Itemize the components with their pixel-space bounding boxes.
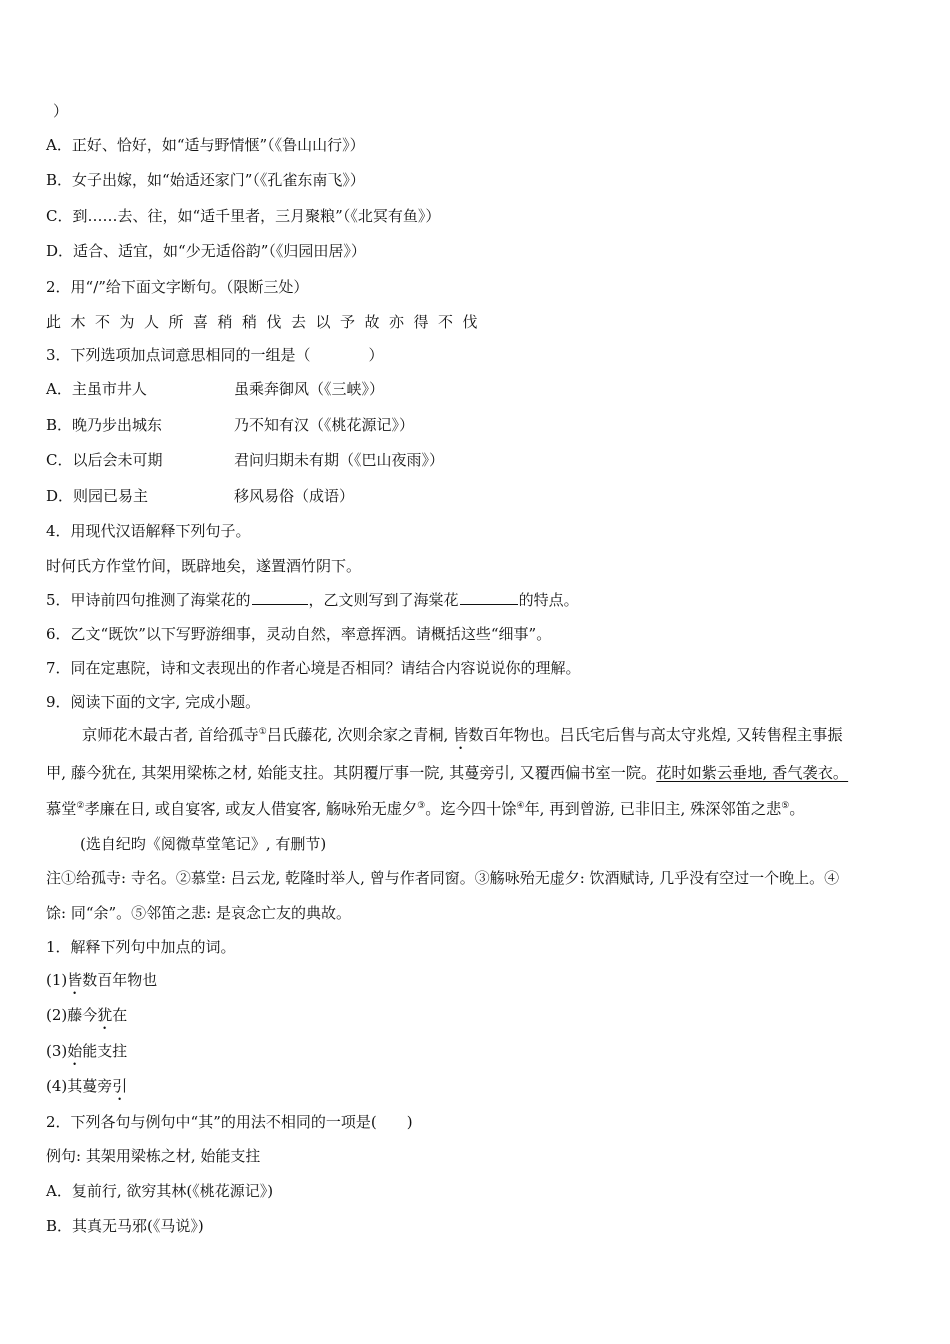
q1-option-d: D．适合、适宜，如“少无适俗韵”（《归园田居》）	[46, 242, 366, 260]
q2-sentence: 此木不为人所喜稍稍伐去以予故亦得不伐	[46, 313, 488, 331]
q9-stem: 9．阅读下面的文字, 完成小题。	[46, 693, 261, 711]
q3-option-b: B．晚乃步出城东 乃不知有汉（《桃花源记》）	[46, 416, 415, 434]
notes: 馀: 同“余”。⑤邻笛之悲: 是哀念亡友的典故。	[46, 904, 351, 922]
sub2-stem: 2．下列各句与例句中“其”的用法不相同的一项是( )	[46, 1113, 413, 1131]
q2-stem: 2．用“/”给下面文字断句。（限断三处）	[46, 278, 309, 296]
closing-paren: ）	[53, 102, 69, 120]
sub2-option-a: A．复前行, 欲穷其林(《桃花源记》)	[46, 1182, 274, 1200]
sub1-stem: 1．解释下列句中加点的词。	[46, 938, 236, 956]
q3-option-d: D．则园已易主 移风易俗（成语）	[46, 487, 355, 505]
notes: 注①给孤寺: 寺名。②慕堂: 吕云龙, 乾隆时举人, 曾与作者同窗。③觞咏殆无虚夕: 饮酒赋诗, 几乎没有空过一个晚上。④	[46, 869, 840, 887]
sub2-option-b: B．其真无马邪(《马说》)	[46, 1217, 204, 1235]
sub1-item: (2)藤今犹在	[46, 1006, 128, 1024]
answer-blank[interactable]	[460, 590, 518, 605]
passage-line: 京师花木最古者, 首给孤寺①吕氏藤花, 次则余家之青桐, 皆数百年物也。吕氏宅后售与高太守兆煌, 又转售程主事振	[82, 726, 843, 744]
q5: 5．甲诗前四句推测了海棠花的 ，乙文则写到了海棠花 的特点。	[46, 591, 579, 609]
passage-line: 甲, 藤今犹在, 其架用梁栋之材, 始能支拄。其阴覆厅事一院, 其蔓旁引, 又覆西偏书室一院。花时如紫云垂地, 香气袭衣。	[46, 764, 849, 782]
q1-option-c: C．到……去、往，如“适千里者，三月聚粮”（《北冥有鱼》）	[46, 207, 441, 225]
q1-option-b: B．女子出嫁，如“始适还家门”（《孔雀东南飞》）	[46, 171, 365, 189]
underlined-sentence: 花时如紫云垂地, 香气袭衣。	[656, 764, 849, 782]
sub2-example: 例句: 其架用梁栋之材, 始能支拄	[46, 1147, 261, 1165]
passage-source: (选自纪昀《阅微草堂笔记》, 有删节)	[80, 835, 327, 853]
q1-option-a: A．正好、恰好，如“适与野情惬”（《鲁山山行》）	[46, 136, 365, 154]
answer-blank[interactable]	[252, 590, 308, 605]
sub1-item: (4)其蔓旁引	[46, 1077, 128, 1095]
q4-sentence: 时何氏方作堂竹间，既辟地矣，遂置酒竹阴下。	[46, 557, 362, 575]
sub1-item: (1)皆数百年物也	[46, 971, 158, 989]
sub1-item: (3)始能支拄	[46, 1042, 128, 1060]
q4-stem: 4．用现代汉语解释下列句子。	[46, 522, 251, 540]
q3-stem: 3．下列选项加点词意思相同的一组是（ ）	[46, 346, 384, 364]
q3-option-c: C．以后会未可期 君问归期未有期（《巴山夜雨》）	[46, 451, 445, 469]
q3-option-a: A．主虽市井人 虽乘奔御风（《三峡》）	[46, 380, 385, 398]
q6: 6．乙文“既饮”以下写野游细事，灵动自然，率意挥洒。请概括这些“细事”。	[46, 625, 552, 643]
q7: 7．同在定惠院，诗和文表现出的作者心境是否相同？请结合内容说说你的理解。	[46, 659, 581, 677]
passage-line: 慕堂②孝廉在日, 或自宴客, 或友人借宴客, 觞咏殆无虚夕③。迄今四十馀④年, 再到曾游, 已非旧主, 殊深邻笛之悲⑤。	[46, 800, 805, 818]
